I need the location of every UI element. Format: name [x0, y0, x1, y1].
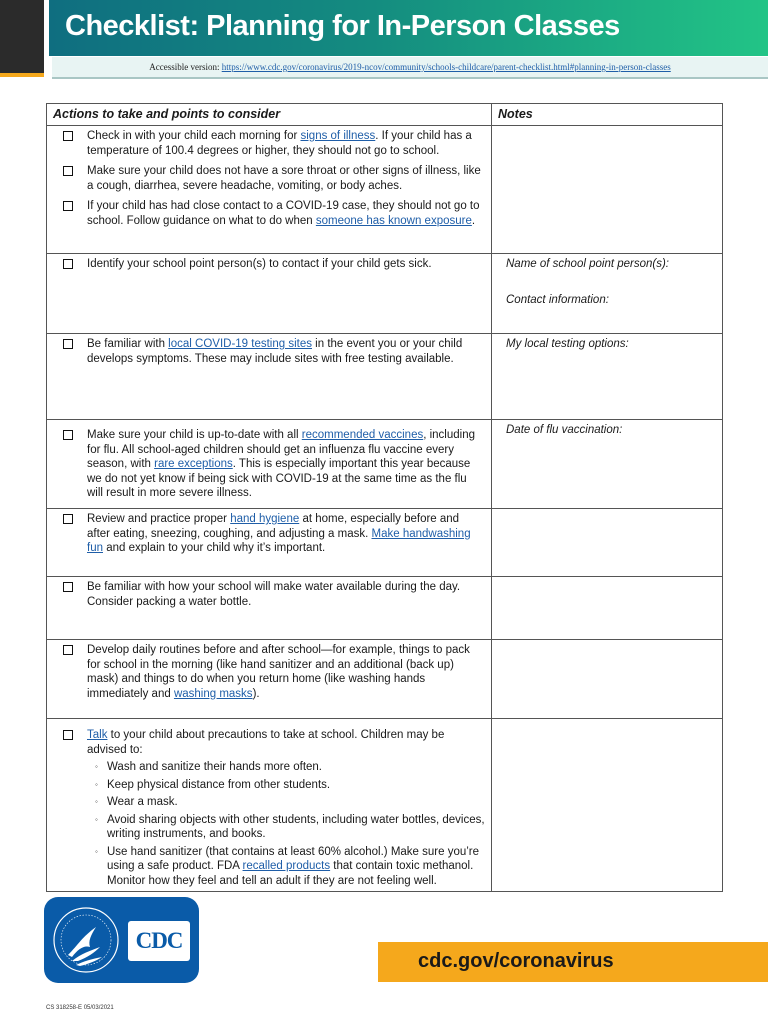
item-text: Make sure your child is up-to-date with all [87, 429, 302, 441]
checkbox[interactable] [63, 730, 73, 740]
item-text: at home, especially before and after eating, sneezing, coughing, and adjusting a mask. [87, 513, 460, 540]
notes-cell[interactable] [492, 509, 723, 577]
checkbox[interactable] [63, 131, 73, 141]
action-cell [47, 420, 492, 509]
item-text: Make sure your child does not have a sore throat or other signs of illness, like a cough, diarrhea, severe headache, vomiting, or body aches. [87, 165, 481, 192]
signs-of-illness-link[interactable]: signs of illness [300, 130, 376, 142]
item-text: Review and practice proper [87, 513, 231, 525]
checklist-item [59, 643, 485, 701]
item-text: that contain toxic methanol. Monitor how they feel and tell an adult if they are not feeling well. [107, 860, 474, 887]
action-cell [47, 334, 492, 420]
table-header-row [47, 104, 723, 126]
item-text: . This is especially important this year because we do not yet know if being sick with COVID-19 at the same time as the flu will result in more severe illness. [87, 458, 471, 499]
item-text: Keep physical distance from other students. [107, 778, 331, 791]
header-accent-bar [0, 73, 44, 77]
checkbox[interactable] [63, 259, 73, 269]
checkbox[interactable] [63, 201, 73, 211]
checkbox[interactable] [63, 582, 73, 592]
note-label-point-person: Name of school point person(s): [506, 258, 669, 270]
item-text: Avoid sharing objects with other students, including water bottles, devices, writing instruments, and books. [107, 813, 485, 840]
page-title: Checklist: Planning for In-Person Classes [65, 10, 620, 42]
item-text: Be familiar with how your school will make water available during the day. Consider packing a water bottle. [87, 581, 461, 608]
notes-cell[interactable] [492, 334, 723, 420]
note-label-contact-info: Contact information: [506, 294, 609, 306]
bullet-circle-icon: ◦ [95, 846, 98, 856]
checklist-item [59, 199, 485, 228]
checkbox[interactable] [63, 430, 73, 440]
accessible-version-link[interactable]: https://www.cdc.gov/coronavirus/2019-ncov/community/schools-childcare/parent-checklist.html#planning-in-person-classes [221, 62, 671, 72]
item-text: If your child has had close contact to a COVID-19 case, they should not go to school. Follow guidance on what to do when [87, 200, 480, 227]
checklist-item [59, 164, 485, 193]
bullet-circle-icon: ◦ [95, 762, 98, 771]
testing-sites-link[interactable]: local COVID-19 testing sites [168, 338, 312, 350]
accessible-version-line [0, 62, 768, 72]
precautions-list [95, 760, 485, 888]
note-label-testing-options: My local testing options: [506, 338, 629, 350]
item-text: Identify your school point person(s) to contact if your child gets sick. [87, 258, 432, 270]
bullet-circle-icon: ◦ [95, 814, 98, 824]
item-text: to your child about precautions to take at school. Children may be advised to: [87, 729, 445, 756]
checkbox[interactable] [63, 514, 73, 524]
recalled-products-link[interactable]: recalled products [242, 860, 331, 872]
table-row [47, 126, 723, 254]
cdc-logo-text: CDC [135, 928, 183, 953]
notes-cell[interactable] [492, 719, 723, 892]
hand-hygiene-link[interactable]: hand hygiene [230, 513, 300, 525]
list-item [95, 813, 485, 842]
table-row [47, 509, 723, 577]
table-row [47, 334, 723, 420]
known-exposure-link[interactable]: someone has known exposure [315, 214, 472, 227]
table-row [47, 640, 723, 719]
checkbox[interactable] [63, 166, 73, 176]
item-text: . If your child has a temperature of 100.4 degrees or higher, they should not go to school. [87, 130, 472, 157]
list-item [95, 760, 485, 775]
document-code: CS 318258-E 05/03/2021 [46, 1005, 114, 1011]
action-cell [47, 719, 492, 892]
checklist-item [59, 257, 485, 272]
action-cell [47, 640, 492, 719]
rare-exceptions-link[interactable]: rare exceptions [154, 458, 233, 470]
bullet-circle-icon: ◦ [95, 797, 98, 806]
action-cell [47, 254, 492, 334]
item-text: Use hand sanitizer (that contains at least 60% alcohol.) Make sure you’re using a safe product. FDA [107, 845, 480, 872]
item-text: Wear a mask. [107, 796, 178, 808]
accessible-version-label: Accessible version: [149, 62, 220, 72]
item-text: Check in with your child each morning for [87, 130, 301, 142]
checklist-item [59, 129, 485, 158]
notes-cell[interactable] [492, 126, 723, 254]
column-header-notes: Notes [492, 104, 723, 126]
action-cell [47, 577, 492, 640]
notes-cell[interactable] [492, 577, 723, 640]
table-row [47, 254, 723, 334]
checklist-table [46, 103, 723, 892]
action-cell [47, 126, 492, 254]
recommended-vaccines-link[interactable]: recommended vaccines [301, 429, 424, 441]
checkbox[interactable] [63, 339, 73, 349]
checkbox[interactable] [63, 645, 73, 655]
item-text: ). [252, 687, 260, 700]
checklist-item [59, 337, 485, 366]
item-text: Wash and sanitize their hands more often. [107, 761, 322, 773]
action-cell [47, 509, 492, 577]
item-text: and explain to your child why it’s important. [103, 542, 326, 554]
notes-cell[interactable] [492, 420, 723, 509]
washing-masks-link[interactable]: washing masks [173, 687, 253, 700]
item-text: . [471, 214, 476, 227]
bullet-circle-icon: ◦ [95, 779, 98, 789]
hhs-eagle-seal-icon [44, 897, 124, 983]
table-row [47, 719, 723, 892]
notes-cell[interactable] [492, 254, 723, 334]
list-item [95, 795, 485, 810]
table-row [47, 420, 723, 509]
checklist-item [59, 428, 485, 501]
cdc-logo-box [128, 921, 190, 961]
item-text: , including for flu. All school-aged children should get an influenza flu vaccine every season, with [87, 429, 476, 470]
item-text: Develop daily routines before and after school—for example, things to pack for school in the morning (like hand sanitizer and an additional (back up) mask) and things to do when you return home (like washing hands immediately and [87, 644, 470, 700]
talk-link[interactable]: Talk [87, 729, 108, 741]
list-item [95, 778, 485, 793]
note-label-flu-vaccination: Date of flu vaccination: [506, 424, 623, 436]
handwashing-fun-link[interactable]: Make handwashing fun [87, 527, 471, 554]
notes-cell[interactable] [492, 640, 723, 719]
item-text: in the event you or your child develops symptoms. These may include sites with free testing available. [87, 338, 463, 365]
item-text: Be familiar with [87, 338, 169, 350]
checklist-item [59, 580, 485, 609]
table-row [47, 577, 723, 640]
checklist-item [59, 728, 485, 757]
footer-url-link[interactable]: cdc.gov/coronavirus [418, 950, 614, 972]
checklist-item [59, 512, 485, 556]
column-header-actions: Actions to take and points to consider [47, 104, 492, 126]
list-item [95, 845, 485, 889]
